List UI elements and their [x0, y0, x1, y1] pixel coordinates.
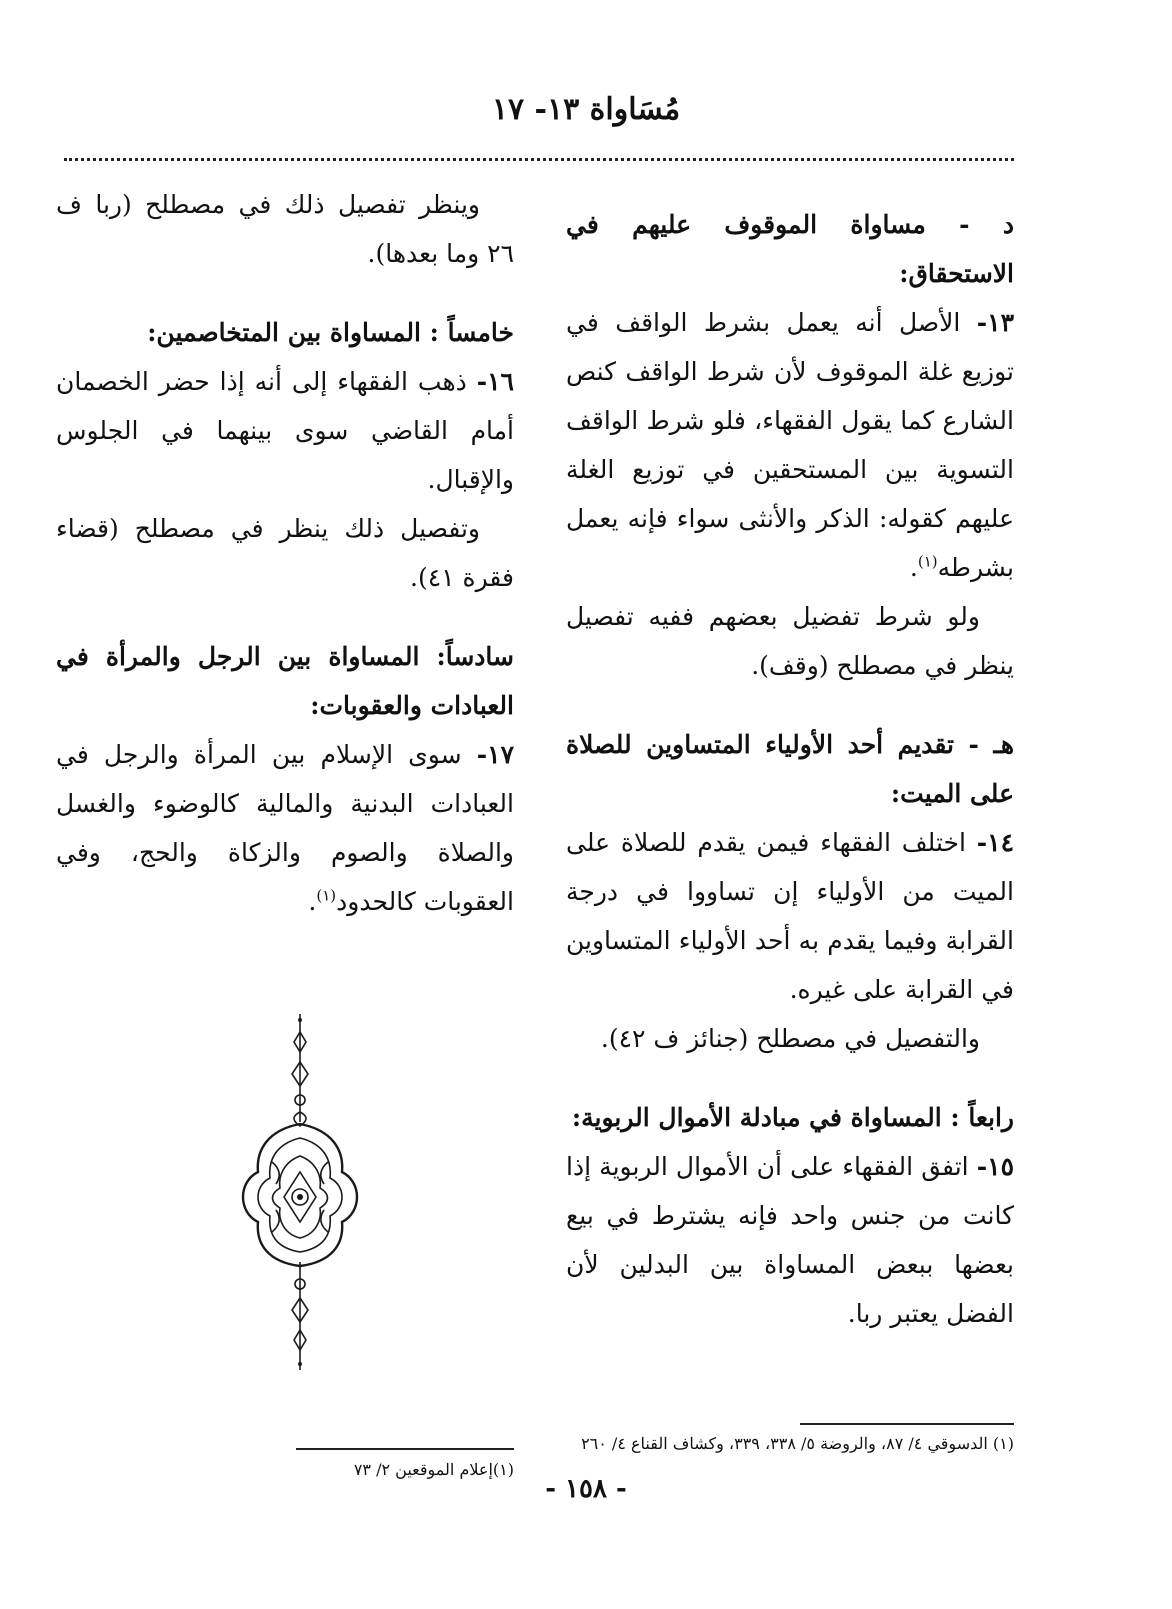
heading-section-rabi: رابعاً : المساواة في مبادلة الأموال الربوية: [571, 1103, 1014, 1132]
heading-section-d: د - مساواة الموقوف عليهم في الاستحقاق: [566, 210, 1014, 288]
paragraph-14-text: اختلف الفقهاء فيمن يقدم للصلاة على الميت من الأولياء إن تساووا في درجة القرابة وفيما يقدم به أحد الأولياء المتساوين في القرابة على غيره. [566, 828, 1014, 1004]
paragraph-15 [566, 1142, 1014, 1338]
footnote-right: (١) الدسوقي ٤/ ٨٧، والروضة ٥/ ٣٣٨، ٣٣٩، وكشاف القناع ٤/ ٢٦٠ [581, 1434, 1014, 1453]
page-header-title: مُسَاواة ١٣- ١٧ [491, 92, 681, 127]
paragraph-16 [56, 357, 514, 504]
paragraph-17-text: سوى الإسلام بين المرأة والرجل في العبادات البدنية والمالية كالوضوء والغسل والصلاة والصوم والزكاة والحج، وفي العقوبات كالحدود [56, 740, 514, 916]
paragraph-17 [56, 730, 514, 926]
decorative-ornament-icon [232, 1012, 368, 1372]
paragraph-13-text: الأصل أنه يعمل بشرط الواقف في توزيع غلة الموقوف لأن شرط الواقف كنص الشارع كما يقول الفقهاء، فلو شرط الواقف التسوية بين المستحقين في توزيع الغلة عليهم كقوله: الذكر والأنثى سواء فإنه يعمل بشرطه [566, 308, 1014, 582]
paragraph-14-continued: والتفصيل في مصطلح (جنائز ف ٤٢). [600, 1024, 980, 1053]
paragraph-16-number: ١٦- [476, 367, 514, 396]
paragraph-13-end: . [909, 553, 918, 582]
header-dotted-divider [64, 158, 1014, 161]
heading-section-khamis: خامساً : المساواة بين المتخاصمين: [147, 318, 514, 347]
paragraph-14-number: ١٤- [976, 828, 1015, 857]
paragraph-16-continued: وتفصيل ذلك ينظر في مصطلح (قضاء فقرة ٤١). [56, 514, 514, 592]
right-column [566, 200, 1014, 1338]
paragraph-17-number: ١٧- [476, 740, 515, 769]
footnote-divider-right [800, 1423, 1014, 1425]
paragraph-15-continued: وينظر تفصيل ذلك في مصطلح (ربا ف ٢٦ وما بعدها). [56, 190, 514, 268]
heading-section-h: هـ - تقديم أحد الأولياء المتساوين للصلاة على الميت: [566, 730, 1014, 808]
paragraph-13 [566, 298, 1014, 592]
footnote-divider-left [296, 1448, 514, 1450]
footnote-ref-left: (١) [316, 886, 337, 905]
paragraph-13-number: ١٣- [976, 308, 1015, 337]
paragraph-13-continued: ولو شرط تفضيل بعضهم ففيه تفصيل ينظر في مصطلح (وقف). [566, 602, 1014, 680]
paragraph-15-number: ١٥- [976, 1152, 1015, 1181]
page-number: - ١٥٨ - [545, 1474, 627, 1504]
footnote-ref-right: (١) [917, 552, 938, 571]
paragraph-16-text: ذهب الفقهاء إلى أنه إذا حضر الخصمان أمام القاضي سوى بينهما في الجلوس والإقبال. [56, 367, 514, 494]
heading-section-sadis: سادساً: المساواة بين الرجل والمرأة في العبادات والعقوبات: [56, 642, 514, 720]
footnote-left: (١)إعلام الموقعين ٢/ ٧٣ [353, 1460, 514, 1479]
paragraph-15-text: اتفق الفقهاء على أن الأموال الربوية إذا كانت من جنس واحد فإنه يشترط في بيع بعضها ببعض المساواة بين البدلين لأن الفضل يعتبر ربا. [566, 1152, 1014, 1328]
paragraph-14 [566, 818, 1014, 1014]
paragraph-17-end: . [308, 887, 317, 916]
left-column [56, 180, 514, 926]
